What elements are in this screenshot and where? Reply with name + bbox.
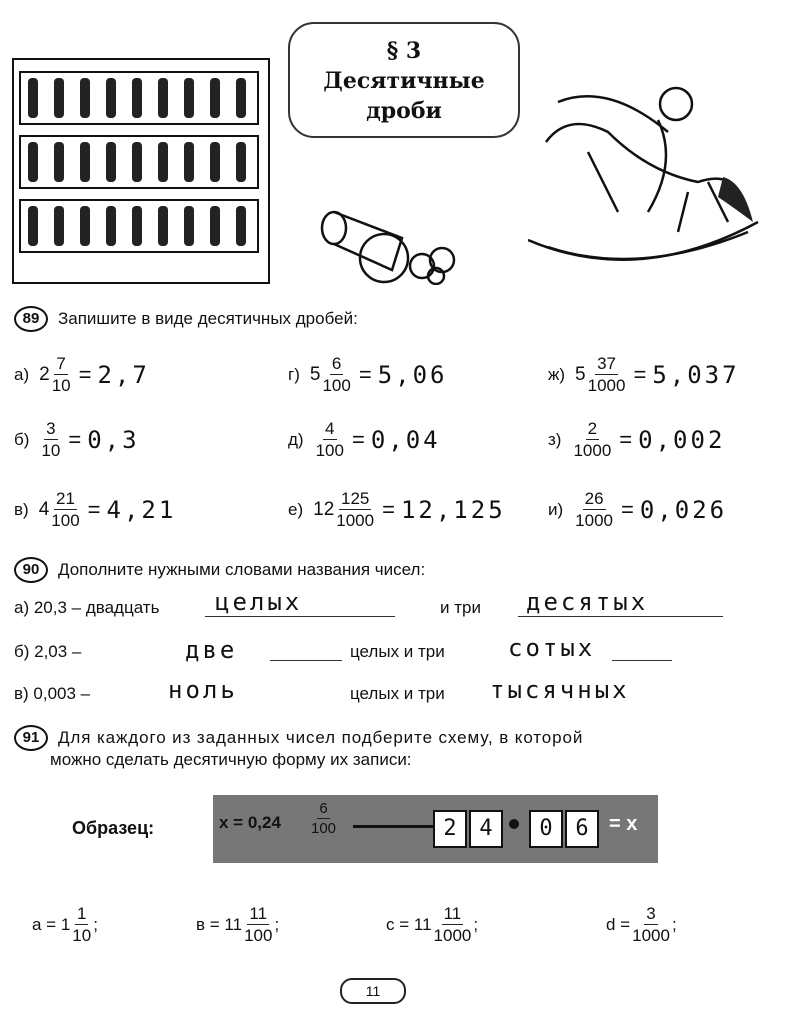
sample-prefix: x = 0,24 [219, 813, 281, 832]
answer-field[interactable]: 0,026 [639, 495, 728, 524]
task-89-title [14, 306, 358, 332]
item-label: з) [548, 429, 562, 449]
fraction-denominator: 1000 [587, 376, 626, 395]
answer-line [205, 616, 395, 617]
section-title-line2: дроби [366, 98, 442, 124]
fraction [51, 490, 79, 529]
task-89-item [548, 420, 725, 459]
task-number-89: 89 [14, 306, 48, 332]
fraction [244, 905, 272, 944]
digit-cell[interactable]: 4 [469, 810, 503, 848]
equals-sign: = [382, 496, 395, 522]
row-mid: целых и три [350, 642, 445, 661]
fraction-denominator: 100 [322, 376, 351, 395]
rocking-horse-icon [528, 72, 778, 272]
task-89-item [548, 355, 740, 394]
item-label: ж) [548, 364, 566, 384]
row-prefix: б) 2,03 – [14, 642, 82, 661]
answer-field[interactable]: 12,125 [400, 495, 506, 524]
item-end: ; [93, 914, 98, 934]
fraction-denominator: 1000 [433, 926, 472, 945]
digit-cell[interactable]: 6 [565, 810, 599, 848]
task-91-text-line1: Для каждого из заданных чисел подберите схему, в которой [58, 728, 584, 747]
fraction-numerator: 7 [56, 354, 66, 373]
sample-arrow [353, 825, 433, 828]
fraction-numerator: 6 [331, 354, 342, 373]
answer-field[interactable]: десятых [526, 588, 649, 616]
fraction [72, 905, 91, 944]
task-89-item [548, 490, 727, 529]
fraction [575, 490, 613, 529]
task-89-item [288, 420, 441, 459]
task-number-90: 90 [14, 557, 48, 583]
fraction-numerator: 1 [77, 904, 87, 923]
answer-line [612, 660, 672, 661]
row-prefix: в) 0,003 – [14, 684, 91, 703]
task-91-item [196, 905, 279, 944]
row-mid: целых и три [350, 684, 445, 703]
equals-sign: = [621, 496, 634, 522]
fraction-denominator: 10 [72, 926, 92, 945]
item-end: ; [473, 914, 479, 934]
task-91-item [32, 905, 98, 944]
sample-scheme [213, 795, 658, 863]
item-label: в) [14, 499, 29, 519]
equals-sign: = [633, 361, 647, 387]
fraction-denominator: 100 [311, 820, 337, 837]
row-mid: и три [440, 598, 481, 617]
fraction-numerator: 37 [597, 354, 616, 373]
fraction [322, 355, 350, 394]
equals-sign: = [619, 426, 633, 452]
fraction-numerator: 11 [443, 904, 462, 923]
answer-field[interactable]: целых [215, 588, 303, 616]
fraction-numerator: 26 [584, 489, 604, 508]
item-label: и) [548, 499, 564, 519]
fraction-denominator: 10 [51, 376, 71, 395]
answer-line [270, 660, 342, 661]
sample-label: Образец: [72, 818, 155, 838]
item-label: a = 1 [32, 914, 71, 934]
fraction-denominator: 1000 [575, 511, 613, 530]
fraction-numerator: 3 [46, 419, 56, 438]
task-90-row-b [14, 642, 81, 662]
task-89-item [14, 355, 150, 394]
comma-dot [509, 819, 519, 829]
fraction [316, 420, 344, 459]
fraction-numerator: 3 [646, 904, 656, 923]
answer-field[interactable]: 2,7 [97, 360, 150, 389]
whole-part: 2 [39, 363, 50, 385]
task-90-title [14, 557, 425, 583]
answer-field[interactable]: 4,21 [106, 495, 177, 524]
digit-cell[interactable]: 2 [433, 810, 467, 848]
whole-part: 5 [309, 363, 321, 385]
fraction-denominator: 100 [51, 511, 80, 530]
equals-sign: = [78, 361, 92, 387]
fraction [41, 420, 60, 459]
item-label: б) [14, 429, 30, 449]
task-89-item [14, 490, 176, 529]
fraction-numerator: 11 [249, 904, 268, 923]
item-label: д) [288, 429, 304, 449]
item-label: г) [288, 364, 300, 384]
task-90-row-a [14, 598, 159, 618]
sample-fraction [311, 801, 336, 836]
task-89-item [288, 490, 506, 529]
soldiers-box-illustration [12, 58, 270, 284]
task-91-title [14, 725, 583, 751]
digit-cell[interactable]: 0 [529, 810, 563, 848]
fraction-denominator: 1000 [632, 926, 670, 945]
whole-part: 12 [313, 498, 335, 520]
fraction [434, 905, 472, 944]
task-89-item [288, 355, 447, 394]
fraction-numerator: 125 [340, 489, 370, 508]
toy-soldiers-icon [14, 60, 268, 282]
fraction [588, 355, 626, 394]
answer-field[interactable]: 0,002 [638, 425, 726, 454]
task-91-item [606, 905, 677, 944]
answer-field[interactable]: тысячных [490, 676, 630, 704]
task-89-text: Запишите в виде десятичных дробей: [58, 309, 358, 328]
item-label: а) [14, 364, 30, 384]
answer-field[interactable]: две [185, 636, 238, 664]
fraction-denominator: 100 [244, 926, 273, 945]
section-title-box [288, 22, 520, 138]
section-number: § 3 [386, 38, 422, 64]
item-label: c = 11 [386, 914, 432, 934]
row-prefix: а) 20,3 – двадцать [14, 598, 160, 617]
task-90-row-c [14, 684, 90, 704]
task-91-text-line2: можно сделать десятичную форму их записи: [50, 750, 412, 769]
whole-part: 5 [575, 363, 586, 385]
fraction-numerator: 2 [587, 419, 598, 438]
answer-field[interactable]: ноль [168, 676, 238, 704]
fraction-denominator: 10 [41, 441, 61, 460]
task-number-91: 91 [14, 725, 48, 751]
fraction-numerator: 21 [56, 489, 75, 508]
equals-sign: = [68, 426, 82, 452]
fraction [52, 355, 71, 394]
fraction-denominator: 1000 [573, 441, 612, 460]
fraction-denominator: 1000 [336, 511, 375, 530]
equals-sign: = [351, 426, 365, 452]
item-label: е) [288, 499, 304, 519]
equals-sign: = [358, 361, 372, 387]
answer-field[interactable]: 0,3 [87, 425, 140, 454]
fraction [336, 490, 374, 529]
section-title-line1: Десятичные [323, 68, 485, 94]
cannon-icon [312, 200, 472, 285]
task-90-text: Дополните нужными словами названия чисел: [58, 560, 426, 579]
answer-line [518, 616, 723, 617]
page-number: 11 [340, 978, 406, 1004]
fraction [632, 905, 670, 944]
fraction-numerator: 4 [325, 419, 335, 438]
item-end: ; [671, 914, 677, 934]
task-91-item [386, 905, 478, 944]
answer-field[interactable]: 5,06 [377, 360, 448, 389]
answer-field[interactable]: сотых [508, 634, 596, 662]
answer-field[interactable]: 0,04 [370, 425, 441, 454]
fraction-numerator: 6 [319, 800, 328, 817]
whole-part: 4 [38, 498, 50, 520]
task-89-item [14, 420, 140, 459]
fraction-denominator: 100 [315, 441, 344, 460]
fraction [573, 420, 611, 459]
equals-sign: = [87, 496, 101, 522]
sample-suffix: = x [609, 813, 638, 835]
answer-field[interactable]: 5,037 [652, 360, 740, 389]
item-label: d = [606, 914, 631, 934]
item-label: в = 11 [196, 914, 243, 934]
item-end: ; [274, 914, 280, 934]
